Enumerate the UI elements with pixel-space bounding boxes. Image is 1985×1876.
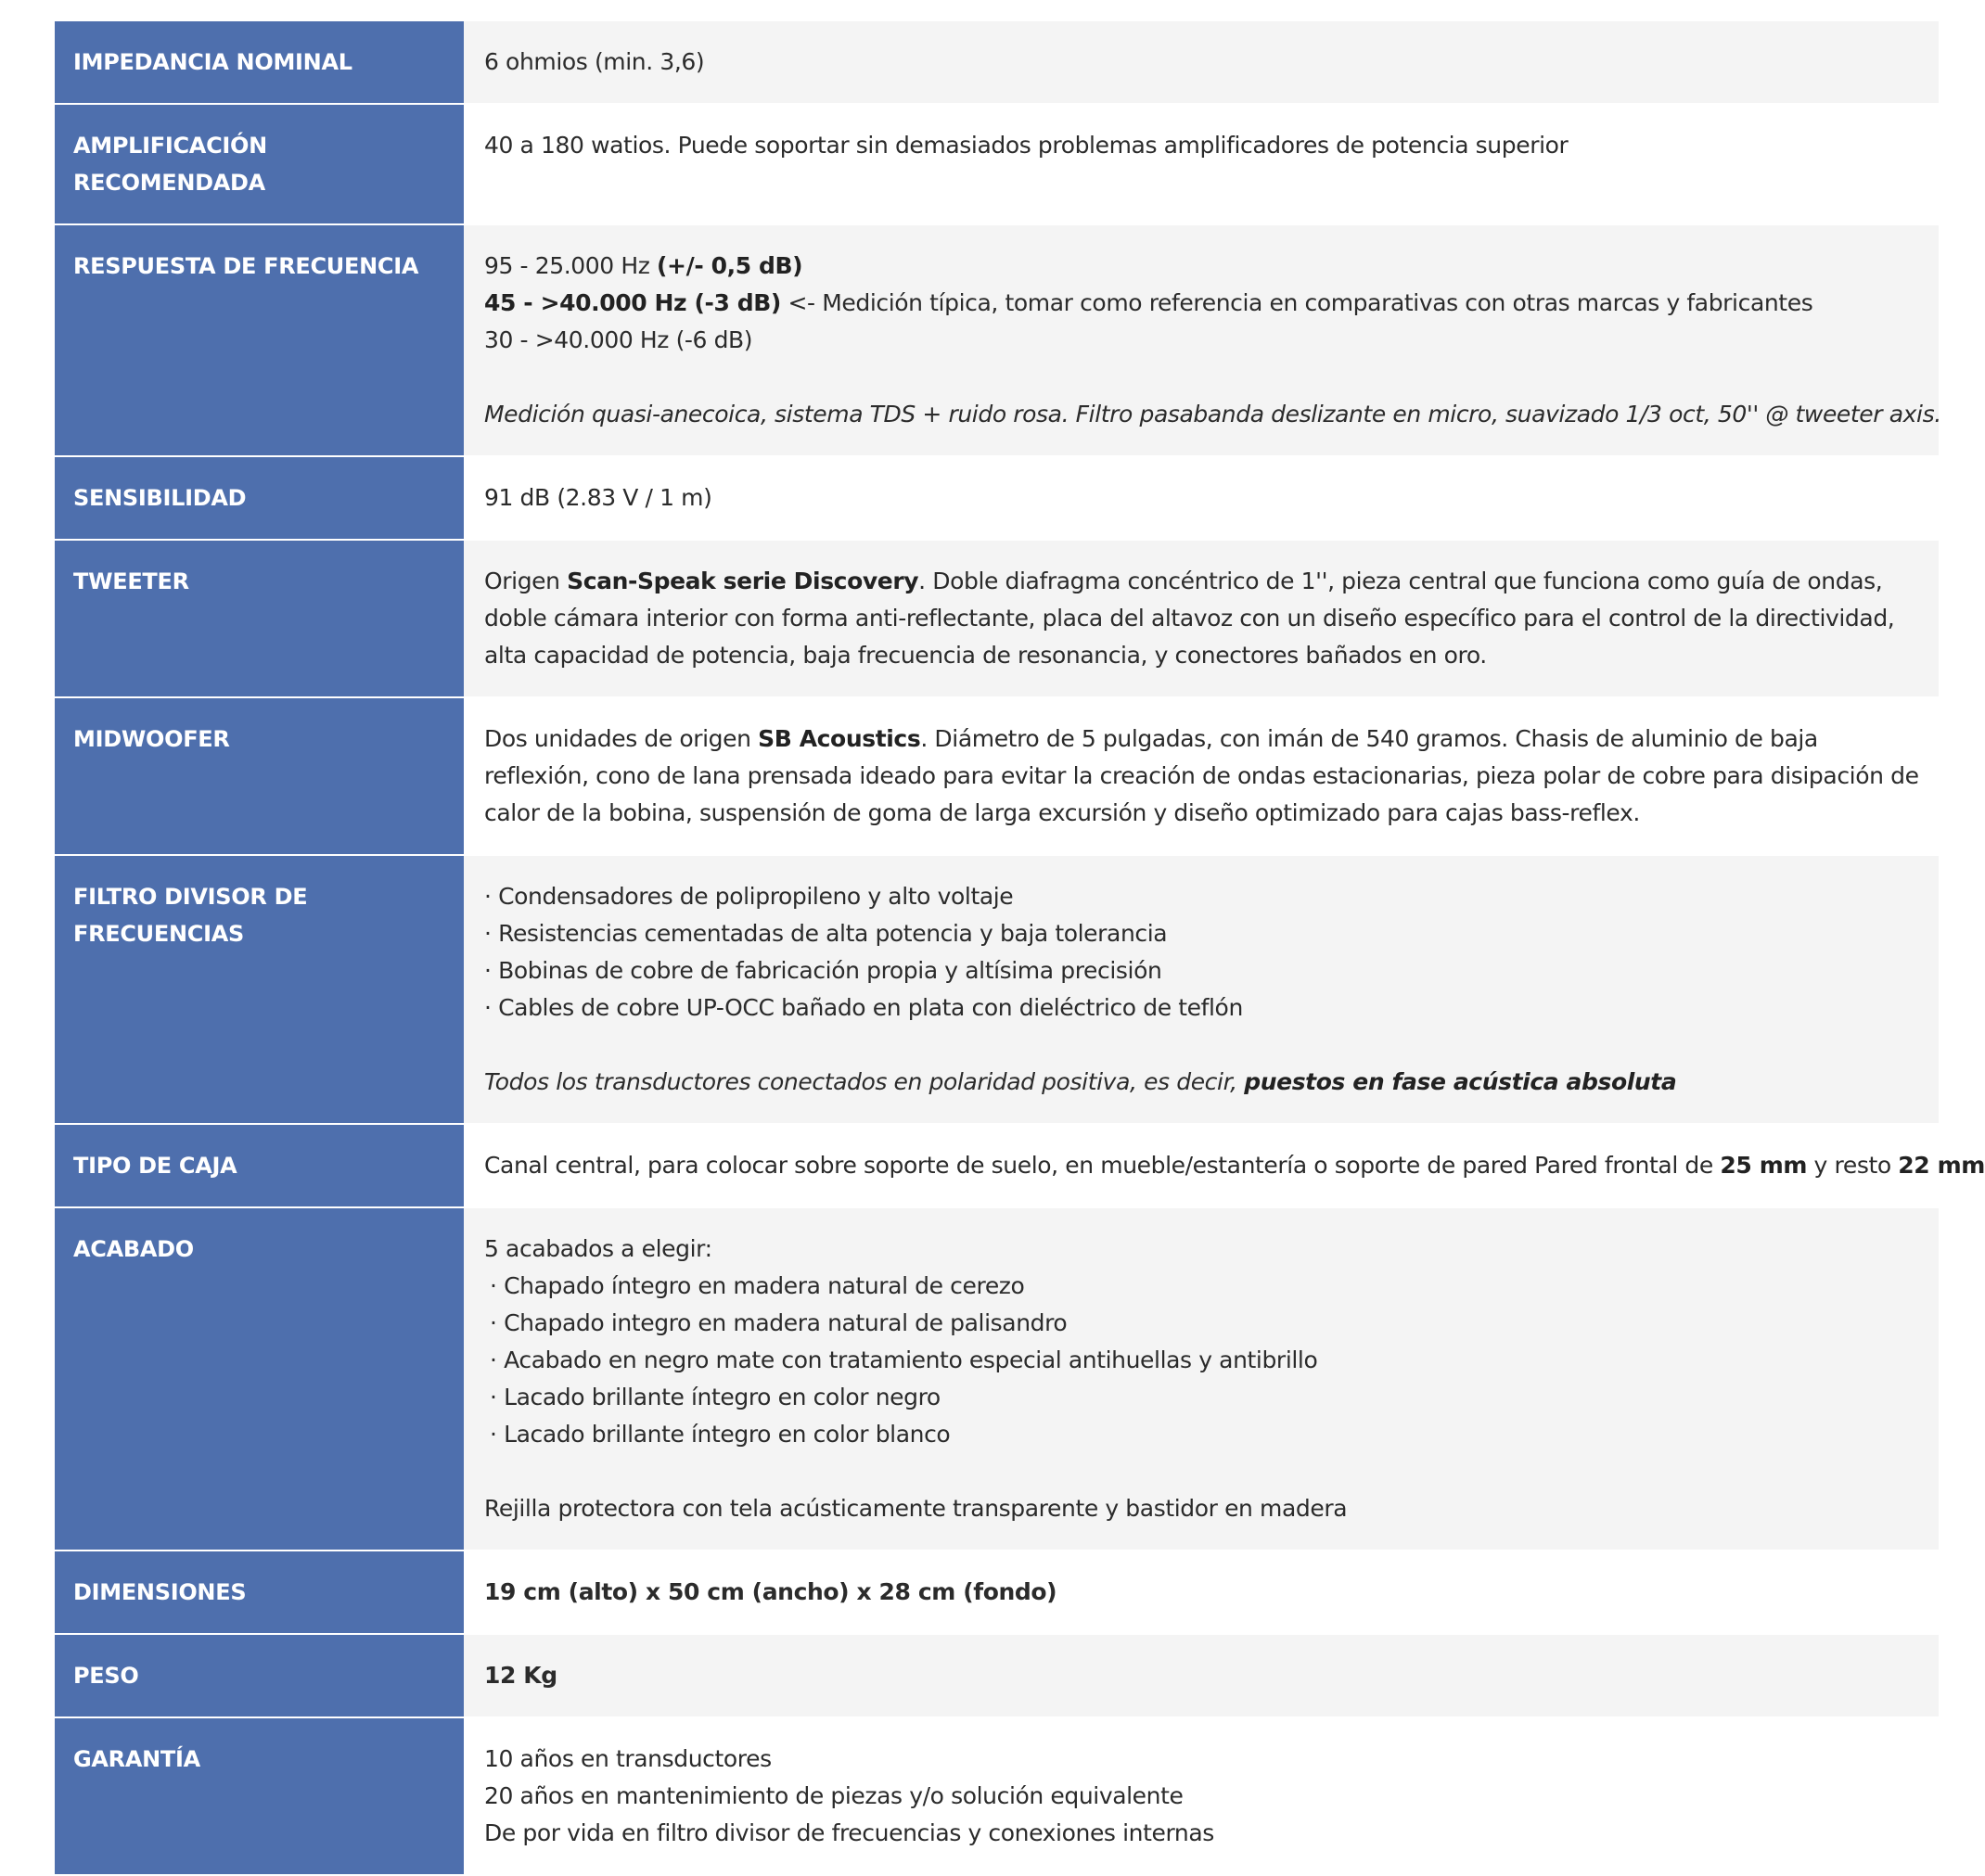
row-impedancia [55, 21, 1939, 104]
filtro-item: · Resistencias cementadas de alta potencia y baja tolerancia [484, 920, 1168, 947]
row-caja [55, 1124, 1939, 1207]
row-garantia [55, 1717, 1939, 1875]
value-impedancia: 6 ohmios (min. 3,6) [464, 21, 1939, 104]
garantia-item: De por vida en filtro divisor de frecuencias y conexiones internas [484, 1819, 1214, 1846]
value-filtro [464, 855, 1939, 1124]
label-garantia: GARANTÍA [55, 1717, 464, 1875]
filtro-note: Todos los transductores conectados en polaridad positiva, es decir, puestos en fase acústica absoluta [484, 1068, 1677, 1095]
garantia-item: 10 años en transductores [484, 1745, 772, 1772]
value-respuesta [464, 224, 1939, 456]
label-acabado: ACABADO [55, 1207, 464, 1551]
row-dimensiones [55, 1551, 1939, 1634]
row-peso [55, 1634, 1939, 1717]
filtro-item: · Cables de cobre UP-OCC bañado en plata con dieléctrico de teflón [484, 994, 1243, 1021]
label-respuesta: RESPUESTA DE FRECUENCIA [55, 224, 464, 456]
label-dimensiones: DIMENSIONES [55, 1551, 464, 1634]
value-dimensiones: 19 cm (alto) x 50 cm (ancho) x 28 cm (fondo) [464, 1551, 1939, 1634]
value-peso: 12 Kg [464, 1634, 1939, 1717]
label-amplificacion: AMPLIFICACIÓN RECOMENDADA [55, 104, 464, 224]
label-peso: PESO [55, 1634, 464, 1717]
filtro-item: · Bobinas de cobre de fabricación propia y altísima precisión [484, 957, 1162, 984]
label-sensibilidad: SENSIBILIDAD [55, 456, 464, 540]
respuesta-note: Medición quasi-anecoica, sistema TDS + ruido rosa. Filtro pasabanda deslizante en micro, suavizado 1/3 oct, 50'' @ tweeter axis. [484, 401, 1941, 428]
label-tweeter: TWEETER [55, 540, 464, 697]
acabado-item: · Lacado brillante íntegro en color blanco [490, 1421, 951, 1448]
respuesta-line-1: 95 - 25.000 Hz (+/- 0,5 dB) [484, 252, 803, 279]
row-midwoofer [55, 697, 1939, 855]
value-amplificacion: 40 a 180 watios. Puede soportar sin demasiados problemas amplificadores de potencia superior [464, 104, 1939, 224]
acabado-item: · Chapado íntegro en madera natural de cerezo [490, 1272, 1025, 1299]
label-impedancia: IMPEDANCIA NOMINAL [55, 21, 464, 104]
label-midwoofer: MIDWOOFER [55, 697, 464, 855]
respuesta-line-3: 30 - >40.000 Hz (-6 dB) [484, 326, 753, 353]
value-caja: Canal central, para colocar sobre soporte de suelo, en mueble/estantería o soporte de pared Pared frontal de 25 mm y resto 22 mm [464, 1124, 1939, 1207]
garantia-item: 20 años en mantenimiento de piezas y/o solución equivalente [484, 1782, 1184, 1809]
respuesta-line-2: 45 - >40.000 Hz (-3 dB) <- Medición típica, tomar como referencia en comparativas con otras marcas y fabricantes [484, 289, 1813, 316]
row-filtro [55, 855, 1939, 1124]
row-amplificacion [55, 104, 1939, 224]
value-midwoofer: Dos unidades de origen SB Acoustics. Diámetro de 5 pulgadas, con imán de 540 gramos. Chasis de aluminio de baja reflexión, cono de lana prensada ideado para evitar la creación de ondas estacionarias, pieza polar de cobre para disipación de calor de la bobina, suspensión de goma de larga excursión y diseño optimizado para cajas bass-reflex. [464, 697, 1939, 855]
acabado-item: · Chapado integro en madera natural de palisandro [490, 1309, 1068, 1336]
row-acabado [55, 1207, 1939, 1551]
acabado-item: · Lacado brillante íntegro en color negro [490, 1384, 941, 1410]
value-sensibilidad: 91 dB (2.83 V / 1 m) [464, 456, 1939, 540]
acabado-item: · Acabado en negro mate con tratamiento especial antihuellas y antibrillo [490, 1346, 1318, 1373]
value-acabado [464, 1207, 1939, 1551]
filtro-item: · Condensadores de polipropileno y alto voltaje [484, 883, 1014, 910]
value-tweeter: Origen Scan-Speak serie Discovery. Doble diafragma concéntrico de 1'', pieza central que funciona como guía de ondas, doble cámara interior con forma anti-reflectante, placa del altavoz con un diseño específico para el control de la directividad, alta capacidad de potencia, baja frecuencia de resonancia, y conectores bañados en oro. [464, 540, 1939, 697]
label-caja: TIPO DE CAJA [55, 1124, 464, 1207]
acabado-intro: 5 acabados a elegir: [484, 1235, 712, 1262]
spec-table [55, 21, 1985, 1876]
row-tweeter [55, 540, 1939, 697]
row-respuesta [55, 224, 1939, 456]
acabado-note: Rejilla protectora con tela acústicamente transparente y bastidor en madera [484, 1495, 1348, 1522]
value-garantia [464, 1717, 1939, 1875]
row-sensibilidad [55, 456, 1939, 540]
label-filtro: FILTRO DIVISOR DE FRECUENCIAS [55, 855, 464, 1124]
